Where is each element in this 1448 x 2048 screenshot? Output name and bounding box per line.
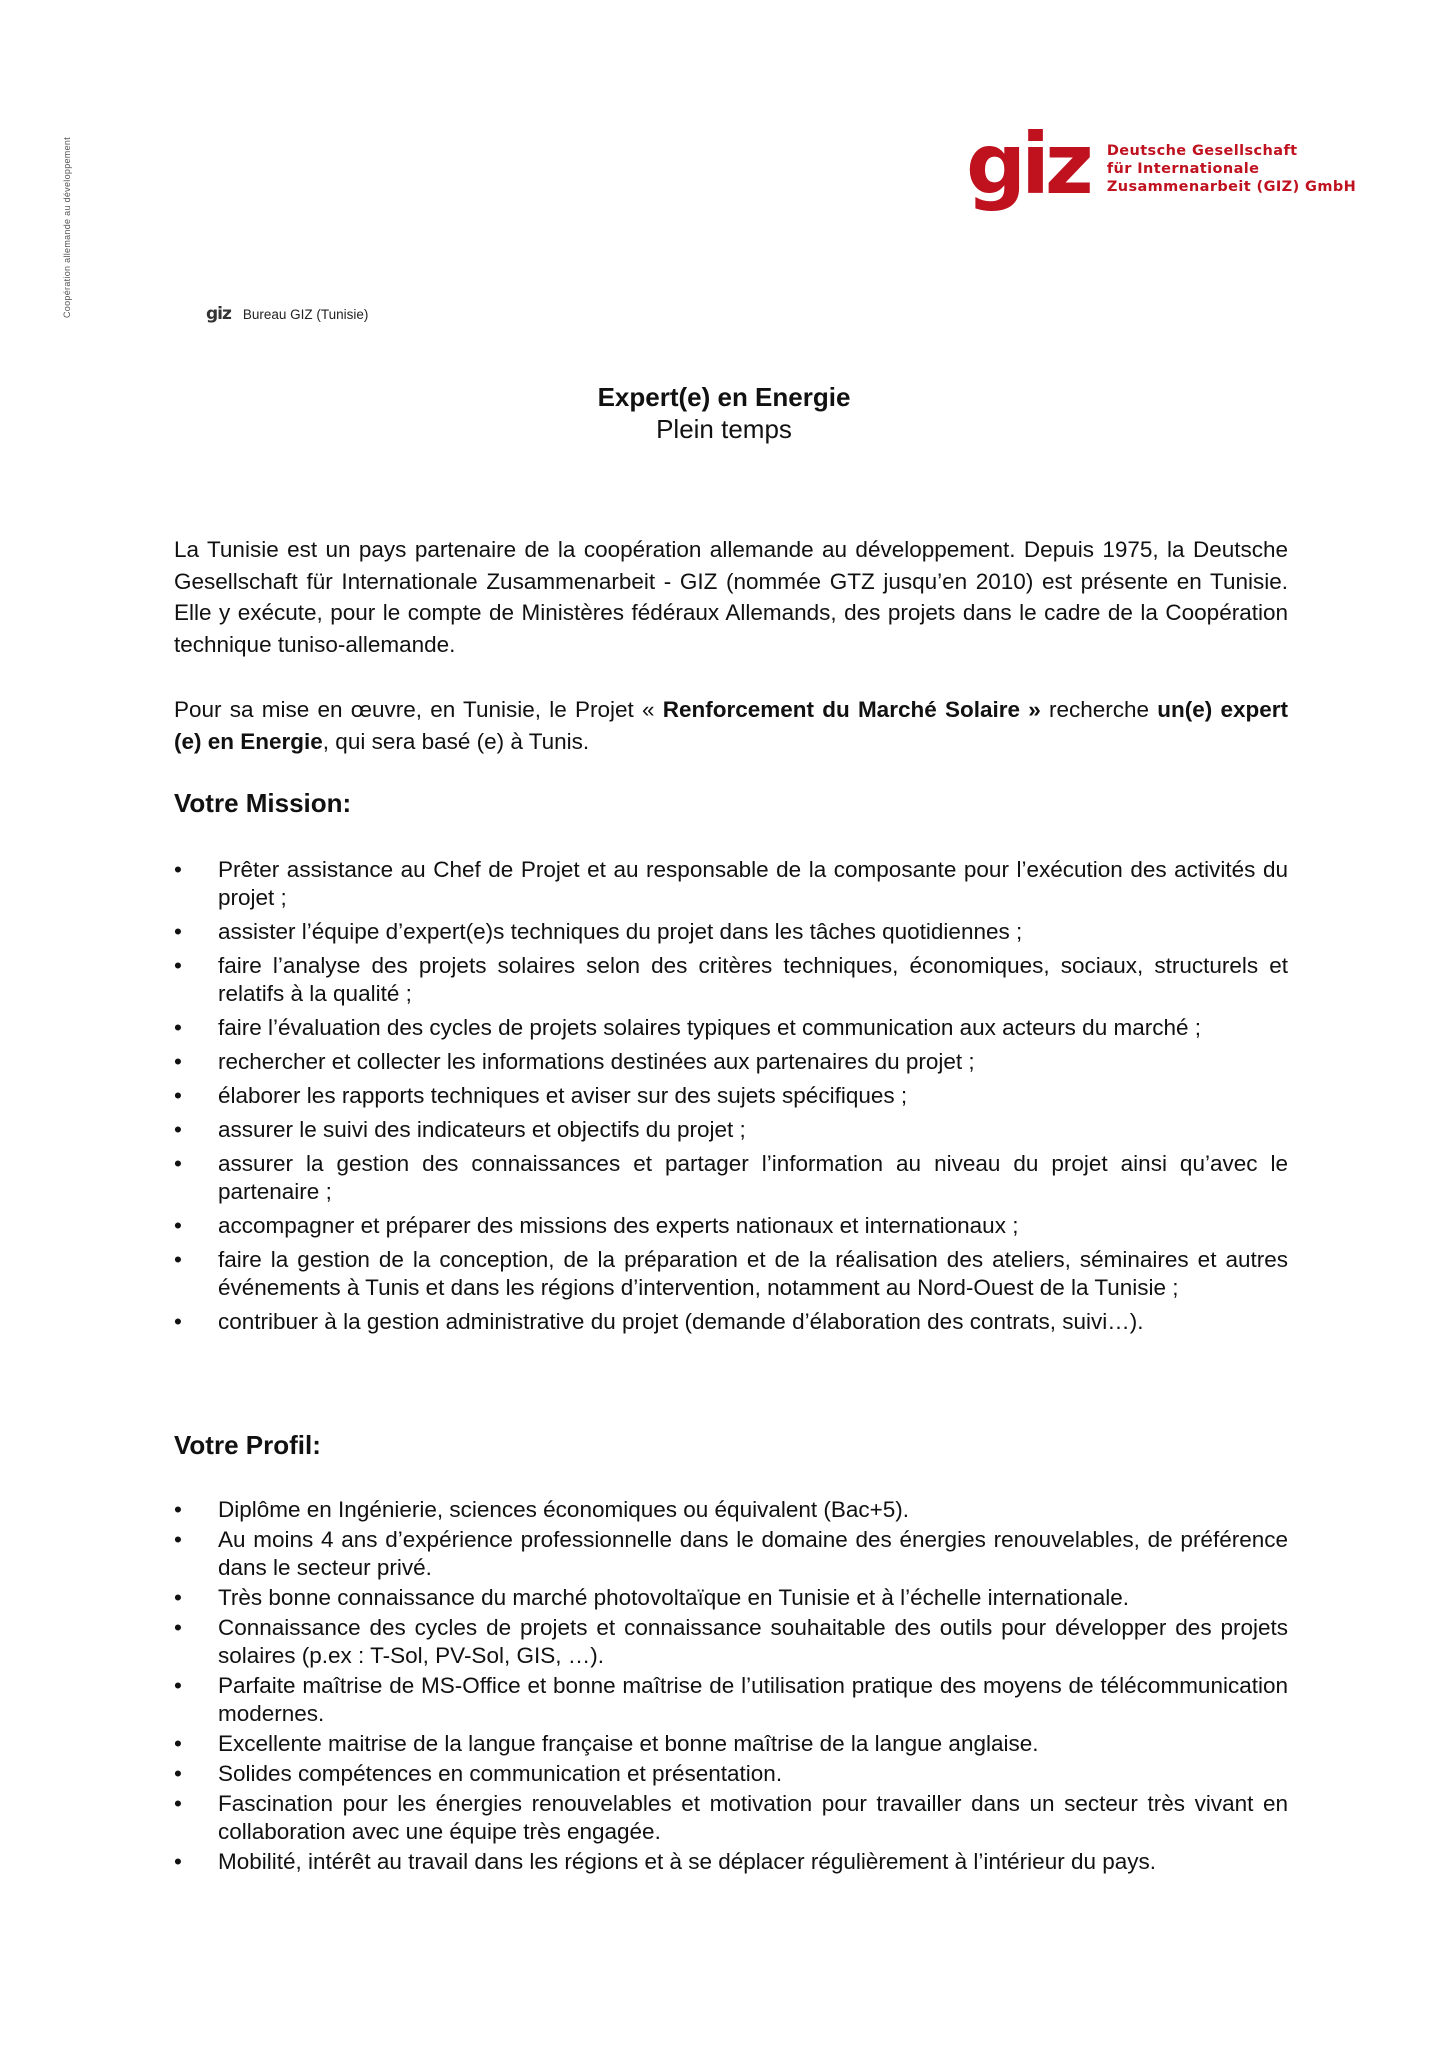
bullet-icon: • <box>174 953 182 978</box>
bullet-icon: • <box>174 919 182 944</box>
giz-logo <box>966 115 1357 213</box>
list-item <box>174 1790 1288 1846</box>
bureau-label: Bureau GIZ (Tunisie) <box>242 307 369 322</box>
list-item-text: Solides compétences en communication et présentation. <box>218 1761 783 1786</box>
bullet-icon: • <box>174 1117 182 1142</box>
bullet-icon: • <box>174 1731 182 1756</box>
bullet-icon: • <box>174 1673 182 1698</box>
bureau-logo-mark: giz <box>206 304 231 324</box>
list-item <box>174 1760 1288 1788</box>
list-item-text: rechercher et collecter les informations destinées aux partenaires du projet ; <box>218 1049 975 1074</box>
bullet-icon: • <box>174 1213 182 1238</box>
logo-line: Zusammenarbeit (GIZ) GmbH <box>1106 179 1357 195</box>
list-item-text: faire l’évaluation des cycles de projets solaires typiques et communication aux acteurs du marché ; <box>218 1015 1201 1040</box>
giz-logo-mark: giz <box>966 115 1089 213</box>
call-position: un(e) expert (e) en Energie <box>174 697 1288 754</box>
bullet-icon: • <box>174 1309 182 1334</box>
list-item-text: assurer le suivi des indicateurs et objectifs du projet ; <box>218 1117 746 1142</box>
list-item-text: Très bonne connaissance du marché photovoltaïque en Tunisie et à l’échelle internationale. <box>218 1585 1130 1610</box>
list-item <box>174 1584 1288 1612</box>
list-item <box>174 856 1288 912</box>
job-title: Expert(e) en Energie <box>597 382 851 412</box>
intro-paragraph: La Tunisie est un pays partenaire de la coopération allemande au développement. Depuis 1975, la Deutsche Gesellschaft für Internationale Zusammenarbeit - GIZ (nommée GTZ jusqu’en 2010) est présente en Tunisie. Elle y exécute, pour le compte de Ministères fédéraux Allemands, des projets dans le cadre de la Coopération technique tuniso-allemande. <box>174 537 1288 657</box>
list-item <box>174 952 1288 1008</box>
list-item-text: Excellente maitrise de la langue française et bonne maîtrise de la langue anglaise. <box>218 1731 1039 1756</box>
bureau-header <box>206 304 368 324</box>
bullet-icon: • <box>174 1849 182 1874</box>
list-item-text: Au moins 4 ans d’expérience professionnelle dans le domaine des énergies renouvelables, de préférence dans le secteur privé. <box>218 1527 1288 1580</box>
bullet-icon: • <box>174 1585 182 1610</box>
list-item <box>174 1082 1288 1110</box>
list-item <box>174 1526 1288 1582</box>
list-item-text: Prêter assistance au Chef de Projet et au responsable de la composante pour l’exécution des activités du projet ; <box>218 857 1288 910</box>
list-item-text: Parfaite maîtrise de MS-Office et bonne maîtrise de l’utilisation pratique des moyens de télécommunication modernes. <box>218 1673 1288 1726</box>
giz-logo-text <box>1107 142 1356 196</box>
list-item-text: faire la gestion de la conception, de la préparation et de la réalisation des ateliers, séminaires et autres événements à Tunis et dans les régions d’intervention, notamment au Nord-Ouest de la Tunisie ; <box>218 1247 1288 1300</box>
list-item-text: faire l’analyse des projets solaires selon des critères techniques, économiques, sociaux, structurels et relatifs à la qualité ; <box>218 953 1288 1006</box>
mission-heading: Votre Mission: <box>174 788 352 818</box>
list-item-text: Mobilité, intérêt au travail dans les régions et à se déplacer régulièrement à l’intérieur du pays. <box>218 1849 1157 1874</box>
call-paragraph <box>174 694 1288 757</box>
list-item <box>174 1048 1288 1076</box>
call-project-name: Renforcement du Marché Solaire » <box>662 697 1041 722</box>
list-item <box>174 1212 1288 1240</box>
bullet-icon: • <box>174 1615 182 1640</box>
list-item-text: Fascination pour les énergies renouvelables et motivation pour travailler dans un secteur très vivant en collaboration avec une équipe très engagée. <box>218 1791 1288 1844</box>
list-item <box>174 1014 1288 1042</box>
call-middle: recherche <box>1040 697 1158 722</box>
bullet-icon: • <box>174 1791 182 1816</box>
bullet-icon: • <box>174 1151 182 1176</box>
list-item <box>174 1496 1288 1524</box>
logo-line: für Internationale <box>1106 161 1260 177</box>
list-item <box>174 1246 1288 1302</box>
list-item-text: Diplôme en Ingénierie, sciences économiques ou équivalent (Bac+5). <box>218 1497 910 1522</box>
logo-line: Deutsche Gesellschaft <box>1106 143 1298 159</box>
bullet-icon: • <box>174 1761 182 1786</box>
call-prefix: Pour sa mise en œuvre, en Tunisie, le Projet « <box>174 697 663 722</box>
list-item <box>174 1150 1288 1206</box>
list-item <box>174 1116 1288 1144</box>
mission-list <box>174 856 1288 1342</box>
bullet-icon: • <box>174 1497 182 1522</box>
bullet-icon: • <box>174 1247 182 1272</box>
list-item-text: accompagner et préparer des missions des experts nationaux et internationaux ; <box>218 1213 1019 1238</box>
list-item <box>174 1730 1288 1758</box>
list-item <box>174 918 1288 946</box>
bullet-icon: • <box>174 1049 182 1074</box>
bullet-icon: • <box>174 1015 182 1040</box>
list-item-text: assurer la gestion des connaissances et partager l’information au niveau du projet ainsi qu’avec le partenaire ; <box>218 1151 1288 1204</box>
sidebar-text: Coopération allemande au développement <box>62 136 72 318</box>
list-item-text: assister l’équipe d’expert(e)s techniques du projet dans les tâches quotidiennes ; <box>218 919 1023 944</box>
list-item-text: contribuer à la gestion administrative du projet (demande d’élaboration des contrats, suivi…). <box>218 1309 1144 1334</box>
bullet-icon: • <box>174 1083 182 1108</box>
bullet-icon: • <box>174 857 182 882</box>
list-item-text: Connaissance des cycles de projets et connaissance souhaitable des outils pour développer des projets solaires (p.ex : T-Sol, PV-Sol, GIS, …). <box>218 1615 1288 1668</box>
list-item <box>174 1672 1288 1728</box>
list-item-text: élaborer les rapports techniques et aviser sur des sujets spécifiques ; <box>218 1083 908 1108</box>
job-subtitle: Plein temps <box>656 414 792 444</box>
list-item <box>174 1614 1288 1670</box>
profile-heading: Votre Profil: <box>174 1430 321 1460</box>
list-item <box>174 1308 1288 1336</box>
call-suffix: , qui sera basé (e) à Tunis. <box>322 728 590 754</box>
list-item <box>174 1848 1288 1876</box>
profile-list <box>174 1496 1288 1878</box>
bullet-icon: • <box>174 1527 182 1552</box>
